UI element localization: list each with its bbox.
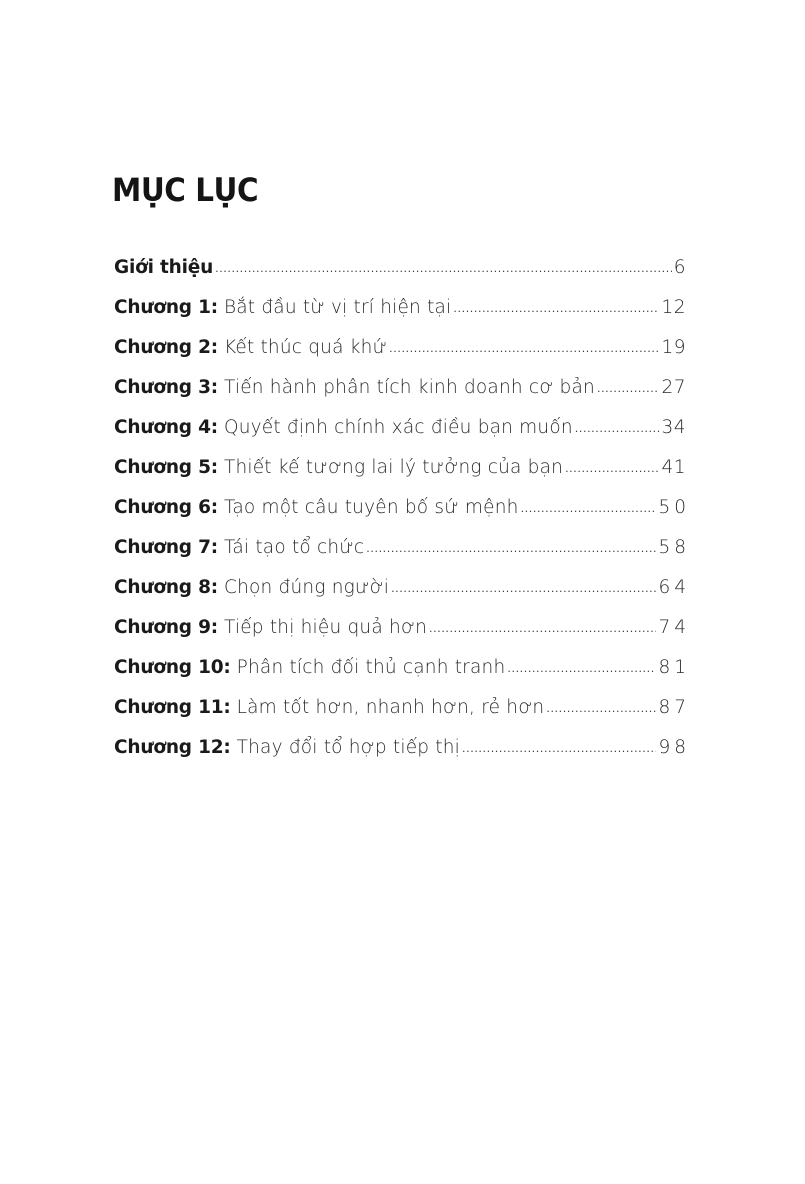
toc-entry-chapter-5[interactable] — [114, 453, 686, 493]
toc-page-number: 6 — [673, 257, 686, 278]
toc-entry-label: Chương 1: — [114, 297, 218, 318]
toc-entry-label: Chương 11: — [114, 697, 231, 718]
toc-page-number: 41 — [661, 457, 686, 478]
toc-entry-chapter-8[interactable] — [114, 573, 690, 613]
toc-entry-chapter-1[interactable] — [114, 293, 686, 333]
toc-entry-chapter-3[interactable] — [114, 373, 686, 413]
toc-entry-introduction[interactable] — [114, 253, 686, 293]
toc-entry-title: Tái tạo tổ chức — [223, 537, 365, 558]
toc-entry-chapter-9[interactable] — [114, 613, 690, 653]
dot-leader — [391, 574, 656, 604]
toc-entry-chapter-2[interactable] — [114, 333, 686, 373]
toc-entry-title: Thiết kế tương lai lý tưởng của bạn — [223, 457, 564, 478]
toc-page-number: 74 — [658, 617, 690, 638]
toc-page-number: 34 — [661, 417, 686, 438]
toc-page-number: 50 — [658, 497, 690, 518]
toc-entry-title: Tiếp thị hiệu quả hơn — [223, 617, 428, 638]
page-title: MỤC LỤC — [112, 171, 259, 209]
toc-page-number: 27 — [661, 377, 686, 398]
dot-leader — [575, 414, 660, 444]
toc-entry-label: Chương 5: — [114, 457, 218, 478]
toc-entry-chapter-10[interactable] — [114, 653, 690, 693]
dot-leader — [366, 534, 656, 564]
toc-entry-title: Phân tích đối thủ cạnh tranh — [236, 657, 506, 678]
toc-entry-title: Làm tốt hơn, nhanh hơn, rẻ hơn — [236, 697, 545, 718]
toc-entry-label: Chương 7: — [114, 537, 218, 558]
dot-leader — [215, 254, 672, 284]
toc-entry-title: Chọn đúng người — [223, 577, 390, 598]
toc-entry-title: Kết thúc quá khứ — [223, 337, 388, 358]
toc-entry-title: Tạo một câu tuyên bố sứ mệnh — [223, 497, 519, 518]
toc-entry-label: Chương 8: — [114, 577, 218, 598]
toc-entry-chapter-11[interactable] — [114, 693, 690, 733]
dot-leader — [597, 374, 659, 404]
toc-entry-chapter-12[interactable] — [114, 733, 690, 773]
toc-entry-label: Giới thiệu — [114, 257, 214, 278]
toc-page-number: 81 — [658, 657, 690, 678]
toc-entry-label: Chương 3: — [114, 377, 218, 398]
toc-entry-title: Tiến hành phân tích kinh doanh cơ bản — [223, 377, 595, 398]
toc-page-number: 87 — [658, 697, 690, 718]
dot-leader — [521, 494, 657, 524]
toc-entry-chapter-6[interactable] — [114, 493, 690, 533]
toc-entry-label: Chương 2: — [114, 337, 218, 358]
toc-page-number: 64 — [658, 577, 690, 598]
toc-entry-title: Quyết định chính xác điều bạn muốn — [223, 417, 573, 438]
toc-entry-label: Chương 6: — [114, 497, 218, 518]
dot-leader — [453, 294, 659, 324]
toc-entry-title: Thay đổi tổ hợp tiếp thị — [236, 737, 461, 758]
toc-entry-title: Bắt đầu từ vị trí hiện tại — [223, 297, 452, 318]
dot-leader — [429, 614, 656, 644]
dot-leader — [507, 654, 656, 684]
table-of-contents — [114, 253, 690, 773]
toc-entry-label: Chương 12: — [114, 737, 231, 758]
toc-page-number: 19 — [661, 337, 686, 358]
dot-leader — [546, 694, 656, 724]
dot-leader — [462, 734, 656, 764]
toc-entry-label: Chương 9: — [114, 617, 218, 638]
dot-leader — [565, 454, 659, 484]
toc-entry-chapter-4[interactable] — [114, 413, 686, 453]
dot-leader — [389, 334, 659, 364]
toc-page-number: 98 — [658, 737, 690, 758]
toc-entry-label: Chương 4: — [114, 417, 218, 438]
toc-page-number: 58 — [658, 537, 690, 558]
toc-entry-label: Chương 10: — [114, 657, 231, 678]
toc-entry-chapter-7[interactable] — [114, 533, 690, 573]
toc-page-number: 12 — [661, 297, 686, 318]
